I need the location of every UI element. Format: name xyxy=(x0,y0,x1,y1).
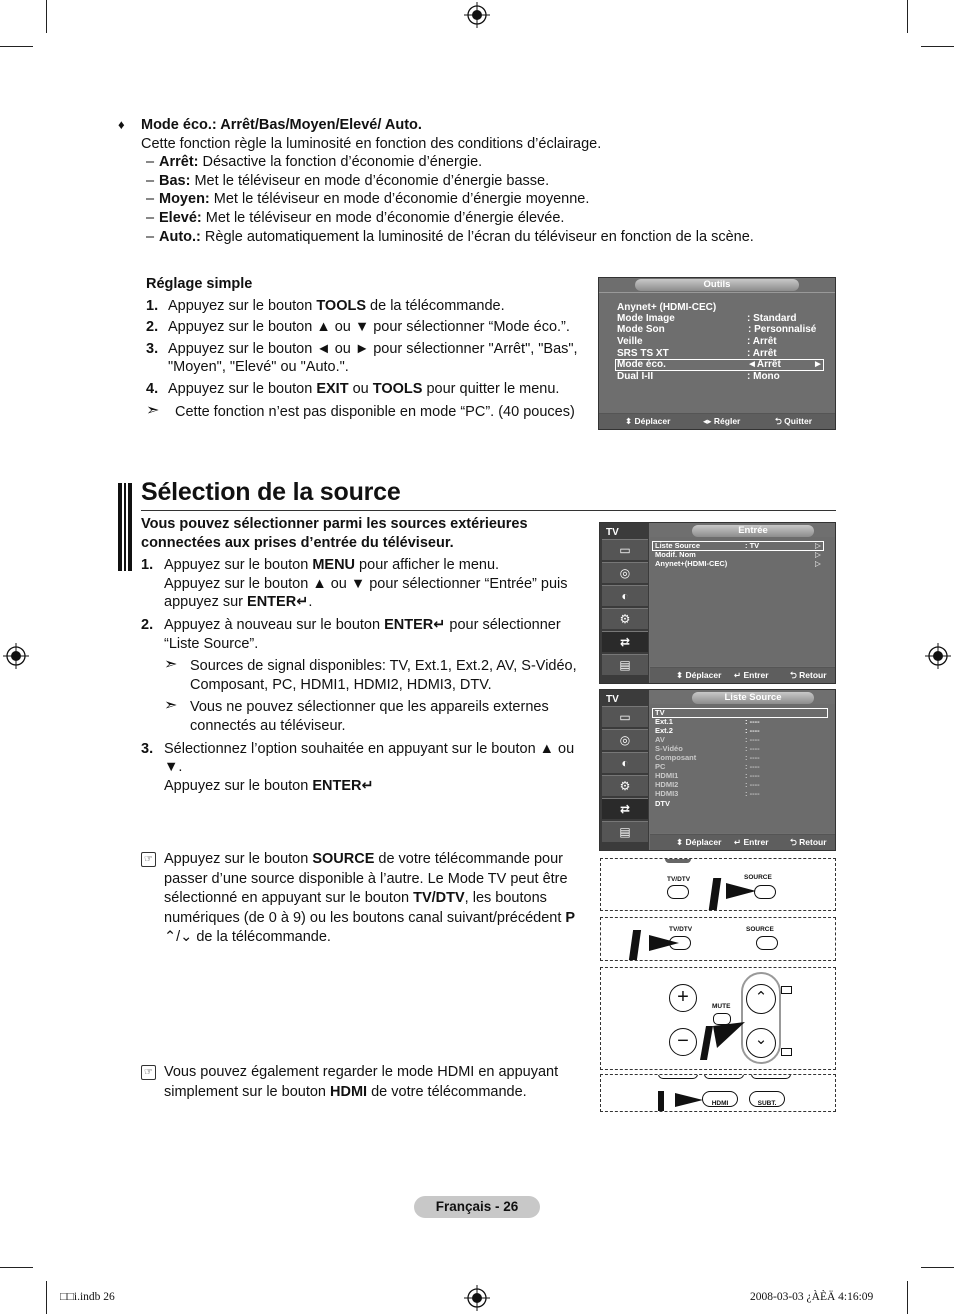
reglage-heading: Réglage simple xyxy=(146,276,253,292)
enter-icon: ↵ xyxy=(361,777,374,794)
crop-mark xyxy=(0,1267,33,1268)
source-intro: Vous pouvez sélectionner parmi les sources extérieures connectées aux prises d’entrée du téléviseur. xyxy=(141,516,528,551)
pointer-wedge xyxy=(658,1091,664,1112)
page-title: Sélection de la source xyxy=(141,478,401,506)
osd-row: S-Vidéo : ---- xyxy=(655,744,760,753)
osd-row: Ext.1 : ---- xyxy=(655,717,760,726)
reglage-simple-section xyxy=(146,275,596,421)
channel-icon: ◐ xyxy=(602,585,648,606)
mode-eco-option: – Elevé: Met le téléviseur en mode d’économie d’énergie élevée. xyxy=(146,209,565,226)
entree-menu-screenshot xyxy=(599,522,836,684)
osd-title: Outils xyxy=(635,279,799,291)
osd-row: PC : ---- xyxy=(655,762,760,771)
pointer-wedge xyxy=(700,1026,713,1060)
remote-source-illustration xyxy=(600,858,836,911)
liste-source-menu-screenshot xyxy=(599,689,836,851)
enter-icon: ↵ xyxy=(433,616,446,633)
right-arrow-icon: ► xyxy=(813,359,823,370)
osd-row: Ext.2 : ---- xyxy=(655,726,760,735)
mode-eco-option: – Auto.: Règle automatiquement la luminosité de l’écran du téléviseur en fonction de la scène. xyxy=(146,228,754,245)
crop-mark xyxy=(46,0,47,33)
crop-mark xyxy=(46,1281,47,1314)
hand-note-icon: ☞ xyxy=(141,1065,156,1080)
sound-icon: ◎ xyxy=(602,729,648,750)
reglage-step: 4. Appuyez sur le bouton EXIT ou TOOLS pour quitter le menu. xyxy=(146,380,560,397)
source-step-2: 2. Appuyez à nouveau sur le bouton ENTER↵ pour sélectionner “Liste Source”. xyxy=(141,616,561,652)
crop-mark xyxy=(921,1267,954,1268)
source-label: SOURCE xyxy=(746,926,774,933)
mode-eco-heading: Mode éco.: Arrêt/Bas/Moyen/Elevé/ Auto. xyxy=(141,117,422,133)
osd-row: DTV xyxy=(655,799,670,808)
pointer-wedge xyxy=(629,930,641,960)
osd-row: TV xyxy=(655,708,665,717)
pointer-arrow-icon xyxy=(713,1018,749,1054)
crop-mark xyxy=(907,0,908,33)
reglage-step: 1. Appuyez sur le bouton TOOLS de la télécommande. xyxy=(146,297,505,314)
tvdtv-label: TV/DTV xyxy=(669,926,693,933)
osd-row: Composant : ---- xyxy=(655,753,760,762)
setup-icon: ⚙ xyxy=(602,775,648,796)
osd-row: HDMI3 : ---- xyxy=(655,789,760,798)
source-section-text xyxy=(141,515,586,795)
reglage-step: 2. Appuyez sur le bouton ▲ ou ▼ pour sélectionner “Mode éco.”. xyxy=(146,319,570,336)
osd-row: Mode Image : Standard xyxy=(617,313,797,324)
osd-row: HDMI1 : ---- xyxy=(655,771,760,780)
bullet-icon: ♦ xyxy=(118,117,125,132)
mode-eco-option: – Moyen: Met le téléviseur en mode d’économie d’énergie moyenne. xyxy=(146,191,590,208)
input-icon: ⇄ xyxy=(602,631,648,652)
remote-tvdtv-illustration xyxy=(600,917,836,961)
page-number-badge: Français - 26 xyxy=(414,1196,540,1218)
note-arrow-icon: ➣ xyxy=(164,697,178,715)
setup-icon: ⚙ xyxy=(602,608,648,629)
mute-label: MUTE xyxy=(712,1003,731,1010)
osd-footer: ⬍ Déplacer ◂▸ Régler ⮌ Quitter xyxy=(599,413,835,429)
title-rule xyxy=(141,510,836,511)
osd-footer: ⬍ Déplacer ↵ Entrer ⮌ Retour xyxy=(650,834,835,850)
registration-mark-icon xyxy=(3,643,29,669)
application-icon: ▤ xyxy=(602,821,648,842)
small-key-icon xyxy=(781,1048,792,1056)
channel-icon: ◐ xyxy=(602,752,648,773)
reglage-step: 3. Appuyez sur le bouton ◄ ou ► pour sélectionner "Arrêt", "Bas", "Moyen", "Elevé" ou "Auto.". xyxy=(146,340,578,376)
osd-row: Modif. Nom ▷ xyxy=(655,550,821,559)
source-step-3: 3. Sélectionnez l’option souhaitée en appuyant sur le bouton ▲ ou ▼. Appuyez sur le bouton ENTER↵ xyxy=(141,740,575,794)
source-note-2: ➣ Vous ne pouvez sélectionner que les appareils externes connectés au téléviseur. xyxy=(164,697,549,734)
subt-button: SUBT. xyxy=(749,1091,785,1107)
osd-row: SRS TS XT : Arrêt xyxy=(617,348,777,359)
note-arrow-icon: ➣ xyxy=(164,656,178,674)
osd-list xyxy=(650,537,835,666)
source-label: SOURCE xyxy=(744,874,772,881)
tvdtv-label: TV/DTV xyxy=(667,876,691,883)
pointer-wedge xyxy=(709,878,721,910)
osd-title: Entrée xyxy=(692,525,814,537)
osd-footer: ⬍ Déplacer ↵ Entrer ⮌ Retour xyxy=(650,667,835,683)
osd-row: Liste Source : TV ▷ xyxy=(655,541,821,550)
pointer-arrow-icon xyxy=(675,1089,707,1111)
small-key-icon xyxy=(781,986,792,994)
osd-row: AV : ---- xyxy=(655,735,760,744)
sound-icon: ◎ xyxy=(602,562,648,583)
hand-note-icon: ☞ xyxy=(141,852,156,867)
tvdtv-button xyxy=(667,885,689,899)
osd-row: Veille : Arrêt xyxy=(617,336,777,347)
remote-channel-illustration xyxy=(600,967,836,1070)
osd-row: Mode Son : Personnalisé xyxy=(617,324,817,335)
title-side-bar xyxy=(118,483,132,571)
source-button-note: ☞ Appuyez sur le bouton SOURCE de votre télécommande pour passer d’une source disponible à l’autre. Le Mode TV peut être sélectionné en appuyant sur le bouton TV/DTV, les boutons numériques (de 0 à 9) ou les boutons canal suivant/précédent P ⌃/⌄ de la télécommande. xyxy=(141,850,583,948)
mode-eco-section xyxy=(118,116,838,246)
crop-mark xyxy=(0,46,33,47)
note-arrow-icon: ➣ xyxy=(146,401,160,419)
print-slug-right: 2008-03-03 ¿ÀÈÄ 4:16:09 xyxy=(750,1291,874,1303)
crop-mark xyxy=(921,46,954,47)
hdmi-button-note: ☞ Vous pouvez également regarder le mode HDMI en appuyant simplement sur le bouton HDMI de votre télécommande. xyxy=(141,1063,583,1102)
osd-row: HDMI2 : ---- xyxy=(655,780,760,789)
osd-row: Anynet+ (HDMI-CEC) xyxy=(617,302,717,313)
osd-list xyxy=(650,704,835,833)
registration-mark-icon xyxy=(925,643,951,669)
registration-mark-icon xyxy=(464,2,490,28)
mode-eco-intro: Cette fonction règle la luminosité en fonction des conditions d’éclairage. xyxy=(141,135,602,152)
registration-mark-icon xyxy=(464,1285,490,1311)
osd-row-selected: Mode éco. ◄Arrêt ► xyxy=(617,359,823,370)
remote-hdmi-illustration xyxy=(600,1074,836,1112)
print-slug-left: □□i.indb 26 xyxy=(60,1291,115,1303)
source-note-1: ➣ Sources de signal disponibles: TV, Ext.1, Ext.2, AV, S-Vidéo, Composant, PC, HDMI1, HDMI2, HDMI3, DTV. xyxy=(164,656,577,693)
volume-up-icon: + xyxy=(669,984,697,1012)
osd-title: Liste Source xyxy=(692,692,814,704)
pointer-arrow-icon xyxy=(726,877,762,901)
picture-icon: ▭ xyxy=(602,539,648,560)
osd-side-menu: TV ▭ ◎ ◐ ⚙ ⇄ ▤ xyxy=(600,690,649,850)
osd-row: Dual I-II : Mono xyxy=(617,371,780,382)
reglage-note: ➣ Cette fonction n’est pas disponible en mode “PC”. (40 pouces) xyxy=(146,401,575,420)
volume-down-icon: − xyxy=(669,1028,697,1056)
pointer-arrow-icon xyxy=(649,931,685,955)
channel-up-icon: ⌃ xyxy=(746,984,776,1014)
source-button xyxy=(756,936,778,950)
mode-eco-option: – Bas: Met le téléviseur en mode d’économie d’énergie basse. xyxy=(146,172,550,189)
application-icon: ▤ xyxy=(602,654,648,675)
osd-side-menu: TV ▭ ◎ ◐ ⚙ ⇄ ▤ xyxy=(600,523,649,683)
picture-icon: ▭ xyxy=(602,706,648,727)
osd-row: Anynet+(HDMI-CEC) ▷ xyxy=(655,559,821,568)
channel-down-icon: ⌄ xyxy=(746,1028,776,1058)
enter-icon: ↵ xyxy=(296,594,309,611)
outils-menu-screenshot xyxy=(598,277,836,430)
hdmi-button: HDMI xyxy=(702,1091,738,1107)
crop-mark xyxy=(907,1281,908,1314)
input-icon: ⇄ xyxy=(602,798,648,819)
source-step-1: 1. Appuyez sur le bouton MENU pour afficher le menu. Appuyez sur le bouton ▲ ou ▼ pour sélectionner “Entrée” puis appuyez sur ENTER↵. xyxy=(141,557,568,611)
mode-eco-option: – Arrêt: Désactive la fonction d’économie d’énergie. xyxy=(146,154,483,171)
